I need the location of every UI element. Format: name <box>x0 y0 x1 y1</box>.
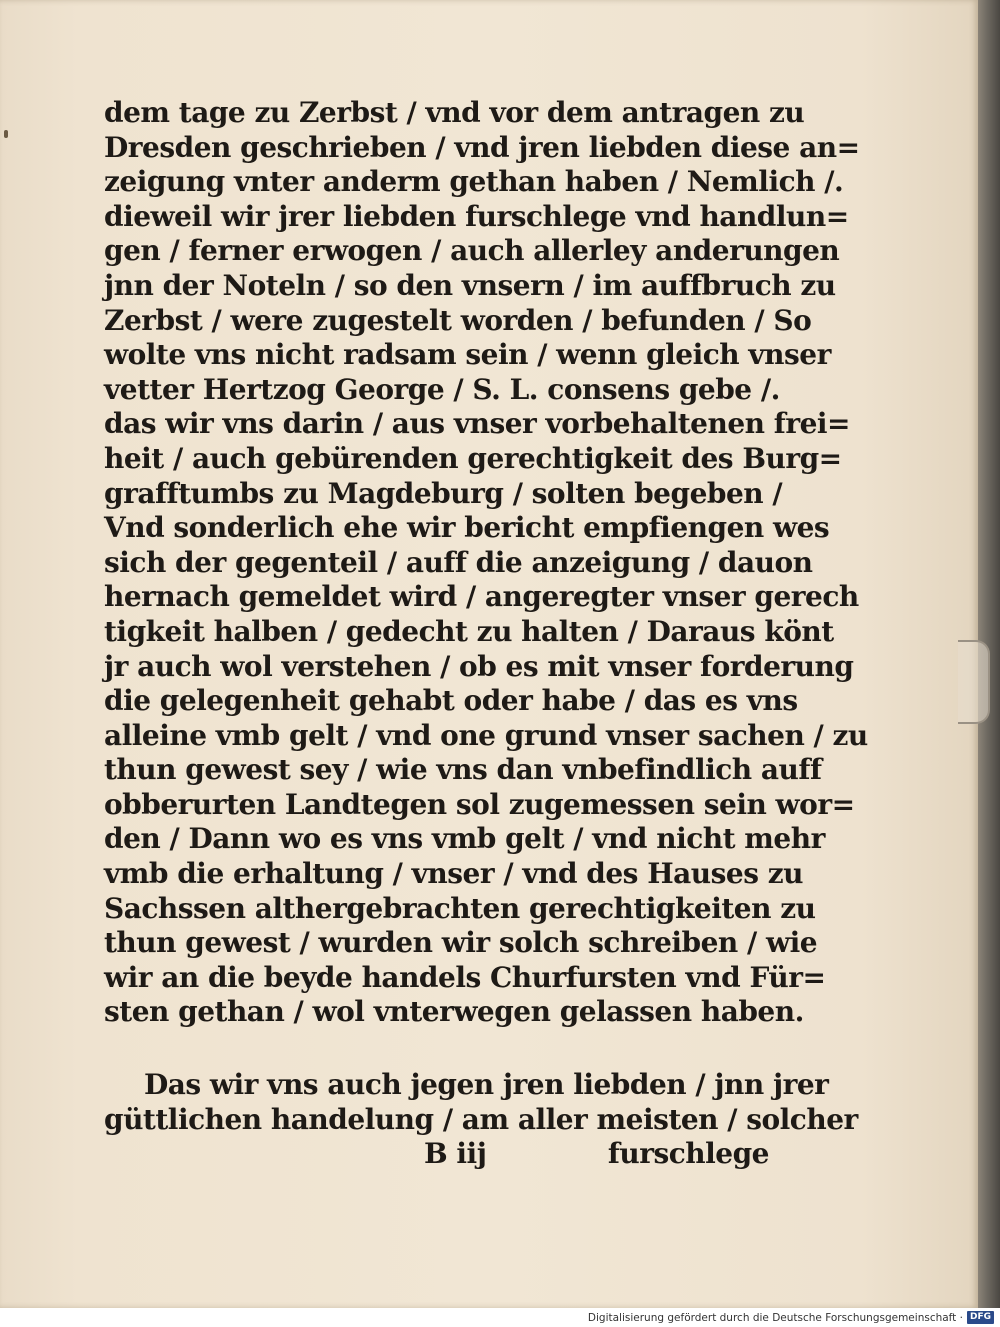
text-line-27: sten gethan / wol vnterwegen gelassen haben. <box>104 995 804 1029</box>
text-line-18: die gelegenheit gehabt oder habe / das es vns <box>104 684 798 718</box>
page-stain <box>4 130 8 138</box>
paragraph2-line-2: güttlichen handelung / am aller meisten / solcher <box>104 1102 858 1136</box>
paragraph2-line-1: Das wir vns auch jegen jren liebden / jnn jrer <box>144 1068 829 1102</box>
footer-credit: Digitalisierung gefördert durch die Deutsche Forschungsgemeinschaft · <box>587 1311 963 1324</box>
signature-mark: B iij <box>424 1137 487 1171</box>
text-line-1: dem tage zu Zerbst / vnd vor dem antragen zu <box>104 96 805 129</box>
dfg-logo-icon: DFG <box>967 1311 994 1324</box>
text-line-26: wir an die beyde handels Churfursten vnd Für= <box>104 960 826 994</box>
text-line-5: gen / ferner erwogen / auch allerley anderungen <box>104 234 840 268</box>
text-line-25: thun gewest / wurden wir solch schreiben / wie <box>104 926 818 960</box>
text-line-2: Dresden geschrieben / vnd jren liebden diese an= <box>104 130 860 164</box>
text-line-7: Zerbst / were zugestelt worden / befunden / So <box>104 303 812 337</box>
catchword: furschlege <box>607 1137 769 1171</box>
text-line-21: obberurten Landtegen sol zugemessen sein wor= <box>104 787 855 821</box>
text-line-10: das wir vns darin / aus vnser vorbehaltenen frei= <box>104 407 850 441</box>
text-line-9: vetter Hertzog George / S. L. consens gebe /. <box>104 372 780 406</box>
text-line-6: jnn der Noteln / so den vnsern / im auffbruch zu <box>104 268 836 302</box>
text-line-15: hernach gemeldet wird / angeregter vnser gerech <box>104 580 859 614</box>
text-line-3: zeigung vnter anderm gethan haben / Nemlich /. <box>104 165 844 199</box>
text-line-17: jr auch wol verstehen / ob es mit vnser forderung <box>104 649 854 683</box>
text-line-23: vmb die erhaltung / vnser / vnd des Hauses zu <box>104 857 803 891</box>
text-line-19: alleine vmb gelt / vnd one grund vnser sachen / zu <box>104 718 868 752</box>
text-line-8: wolte vns nicht radsam sein / wenn gleich vnser <box>104 338 831 372</box>
text-line-14: sich der gegenteil / auff die anzeigung / dauon <box>104 545 813 579</box>
text-line-20: thun gewest sey / wie vns dan vnbefindlich auff <box>104 753 822 787</box>
footer-bar <box>0 1308 1000 1327</box>
paragraph-gap <box>104 1030 769 1068</box>
text-line-12: grafftumbs zu Magdeburg / solten begeben / <box>104 476 783 510</box>
text-line-4: dieweil wir jrer liebden furschlege vnd handlun= <box>104 199 849 233</box>
page-tab <box>958 640 990 724</box>
text-line-24: Sachssen althergebrachten gerechtigkeiten zu <box>104 891 816 925</box>
page-text <box>104 96 868 1172</box>
text-line-11: heit / auch gebürenden gerechtigkeit des Burg= <box>104 441 842 475</box>
text-line-13: Vnd sonderlich ehe wir bericht empfiengen wes <box>104 511 830 545</box>
text-line-16: tigkeit halben / gedecht zu halten / Daraus könt <box>104 614 834 648</box>
signature-catchword-line <box>104 1137 769 1172</box>
text-line-22: den / Dann wo es vns vmb gelt / vnd nicht mehr <box>104 822 825 856</box>
